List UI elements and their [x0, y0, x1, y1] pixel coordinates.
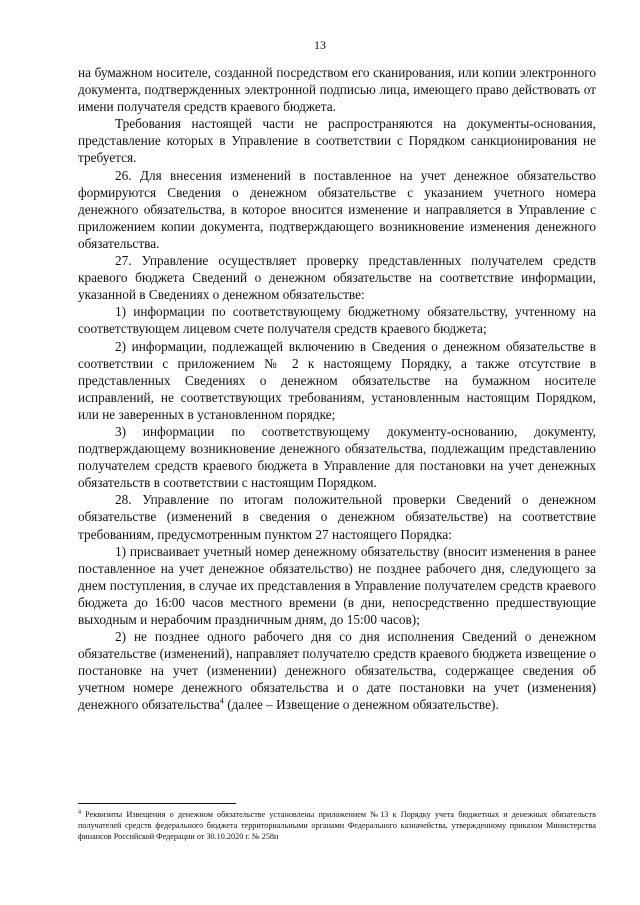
paragraph-continuation: на бумажном носителе, созданной посредством его сканирования, или копии электронного документа, подтвержденных электронной подписью лица, имеющего право действовать от имени получателя средств краевого бюджета. [78, 65, 596, 115]
page-number: 13 [314, 38, 326, 52]
subparagraph: 2) информации, подлежащей включению в Сведения о денежном обязательстве в соответствии с приложением № 2 к настоящему Порядку, а также отсутствие в представленных Сведениях о денежном обязательстве на бумажном носителе исправлений, не соответствующих требованиям, установленным настоящим Порядком, или не заверенных в установленном порядке; [78, 338, 596, 422]
footnote-reference[interactable]: 4 [219, 697, 224, 707]
footnote-separator [78, 803, 236, 804]
subparagraph-with-footnote [78, 628, 596, 713]
paragraph: Требования настоящей части не распространяются на документы-основания, представление которых в Управление в соответствии с Порядком санкционирования не требуется. [78, 116, 596, 166]
subparagraph-text-end: (далее – Извещение о денежном обязательстве). [223, 697, 499, 713]
paragraph-item-27: 27. Управление осуществляет проверку представленных получателем средств краевого бюджета Сведений о денежном обязательстве на соответствие информации, указанной в Сведениях о денежном обязательстве: [78, 253, 596, 303]
footnote [78, 809, 596, 843]
subparagraph: 1) присваивает учетный номер денежному обязательству (вносит изменения в ранее поставленное на учет денежное обязательство) не позднее рабочего дня, следующего за днем поступления, в случае их представления в Управление получателем средств краевого бюджета до 16:00 часов местного времени (в дни, непосредственно предшествующие выходным и нерабочим праздничным дням, до 15:00 часов); [78, 543, 596, 627]
subparagraph: 1) информации по соответствующему бюджетному обязательству, учтенному на соответствующем лицевом счете получателя средств краевого бюджета; [78, 304, 596, 337]
footnote-marker: 4 [78, 809, 81, 816]
paragraph-item-28: 28. Управление по итогам положительной проверки Сведений о денежном обязательстве (изменений в сведения о денежном обязательстве) на соответствие требованиям, предусмотренным пунктом 27 настоящего Порядка: [78, 492, 596, 542]
body-text [78, 64, 596, 714]
paragraph-item-26: 26. Для внесения изменений в поставленное на учет денежное обязательство формируются Сведения о денежном обязательстве с указанием учетного номера денежного обязательства, в которое вносится изменение и направляется в Управление с приложением копии документа, подтверждающего возникновение изменения денежного обязательства. [78, 167, 596, 251]
subparagraph-text: 2) не позднее одного рабочего дня со дня исполнения Сведений о денежном обязательстве (изменений), направляет получателю средств краевого бюджета извещение о постановке на учет (изменении) денежного обязательства, содержащее сведения об учетном номере денежного обязательства и о дате постановки на учет (изменения) денежного обязательства [78, 629, 596, 713]
subparagraph: 3) информации по соответствующему документу-основанию, документу, подтверждающему возникновение денежного обязательства, подлежащим представлению получателем средств краевого бюджета в Управление для постановки на учет денежных обязательств в соответствии с настоящим Порядком. [78, 423, 596, 491]
footnote-text: Реквизиты Извещения о денежном обязательстве установлены приложением №13 к Порядку учета бюджетных и денежных обязательств получателей средств федерального бюджета территориальными органами Федерального казначейства, утвержденному приказом Министерства финансов Российской Федерации от 30.10.2020 г. № 258н [78, 810, 596, 842]
